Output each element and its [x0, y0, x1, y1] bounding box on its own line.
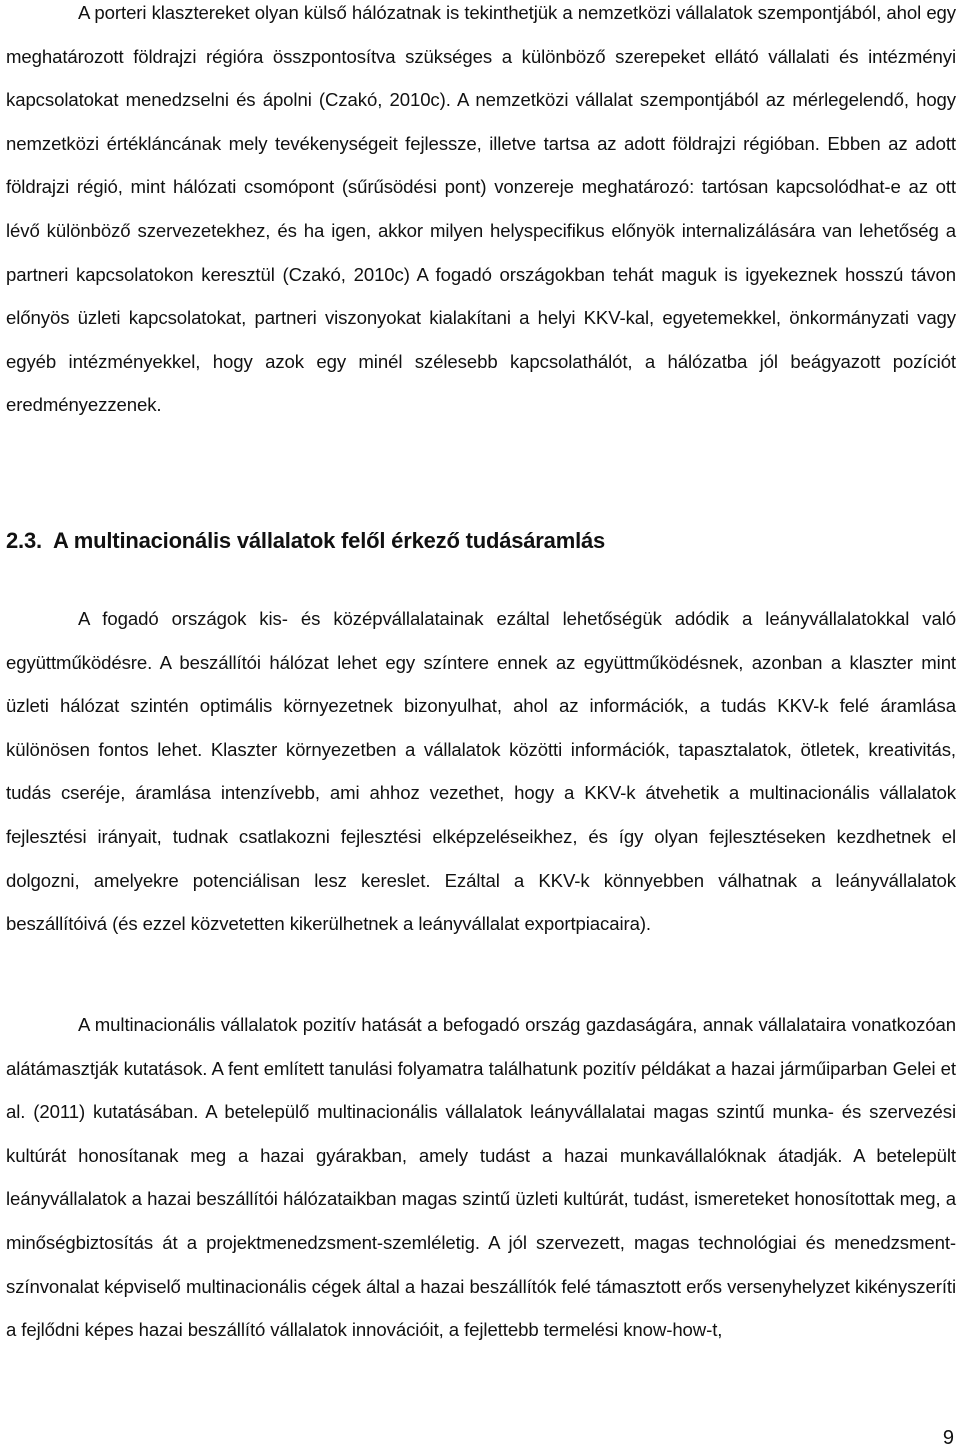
body-paragraph-1: A porteri klasztereket olyan külső hálózatnak is tekinthetjük a nemzetközi vállalatok szempontjából, ahol egy meghatározott földrajzi régióra összpontosítva szükséges a különböző szerepeket ellátó vállalati és intézményi kapcsolatokat menedzselni és ápolni (Czakó, 2010c). A nemzetközi vállalat szempontjából az mérlegelendő, hogy nemzetközi értékláncának mely tevékenységeit fejlessze, illetve tartsa az adott földrajzi régióban. Ebben az adott földrajzi régió, mint hálózati csomópont (sűrűsödési pont) vonzereje meghatározó: tartósan kapcsolódhat-e az ott lévő különböző szervezetekhez, és ha igen, akkor milyen helyspecifikus előnyök internalizálására van lehetőség a partneri kapcsolatokon keresztül (Czakó, 2010c) A fogadó országokban tehát maguk is igyekeznek hosszú távon előnyös üzleti kapcsolatokat, partneri viszonyokat kialakítani a helyi KKV-kal, egyetemekkel, önkormányzati vagy egyéb intézményekkel, hogy azok egy minél szélesebb kapcsolathálót, a hálózatba jól beágyazott pozíciót eredményezzenek.	[6, 2, 956, 416]
section-title: A multinacionális vállalatok felől érkező tudásáramlás	[53, 528, 606, 553]
body-paragraph-2: A fogadó országok kis- és középvállalatainak ezáltal lehetőségük adódik a leányvállalatokkal való együttműködésre. A beszállítói hálózat lehet egy színtere ennek az együttműködésnek, azonban a klaszter mint üzleti hálózat szintén optimális környezetnek bizonyulhat, ahol az információk, a tudás KKV-k felé áramlása különösen fontos lehet. Klaszter környezetben a vállalatok közötti információk, tapasztalatok, ötletek, kreativitás, tudás cseréje, áramlása intenzívebb, ami ahhoz vezethet, hogy a KKV-k átvehetik a multinacionális vállalatok fejlesztési irányait, tudnak csatlakozni fejlesztési elképzeléseikhez, és így olyan fejlesztéseken kezdhetnek el dolgozni, amelyekre potenciálisan lesz kereslet. Ezáltal a KKV-k könnyebben válhatnak a leányvállalatok beszállítóivá (és ezzel közvetetten kikerülhetnek a leányvállalat exportpiacaira).	[6, 608, 956, 935]
section-heading	[6, 519, 956, 563]
section-number: 2.3.	[6, 528, 42, 553]
page-number: 9	[942, 1427, 954, 1449]
body-paragraph-3: A multinacionális vállalatok pozitív hatását a befogadó ország gazdaságára, annak vállalataira vonatkozóan alátámasztják kutatások. A fent említett tanulási folyamatra találhatunk pozitív példákat a hazai járműiparban Gelei et al. (2011) kutatásában. A betelepülő multinacionális vállalatok leányvállalatai magas szintű munka- és szervezési kultúrát honosítanak meg a hazai gyárakban, amely tudást a hazai munkavállalóknak átadják. A betelepült leányvállalatok a hazai beszállítói hálózataikban magas szintű üzleti kultúrát, tudást, ismereteket honosítottak meg, a minőségbiztosítás át a projektmenedzsment-szemléletig. A jól szervezett, magas technológiai és menedzsment-színvonalat képviselő multinacionális cégek által a hazai beszállítók felé támasztott erős versenyhelyzet kikényszeríti a fejlődni képes hazai beszállító vállalatok innovációit, a fejlettebb termelési know-how-t,	[6, 1014, 956, 1341]
